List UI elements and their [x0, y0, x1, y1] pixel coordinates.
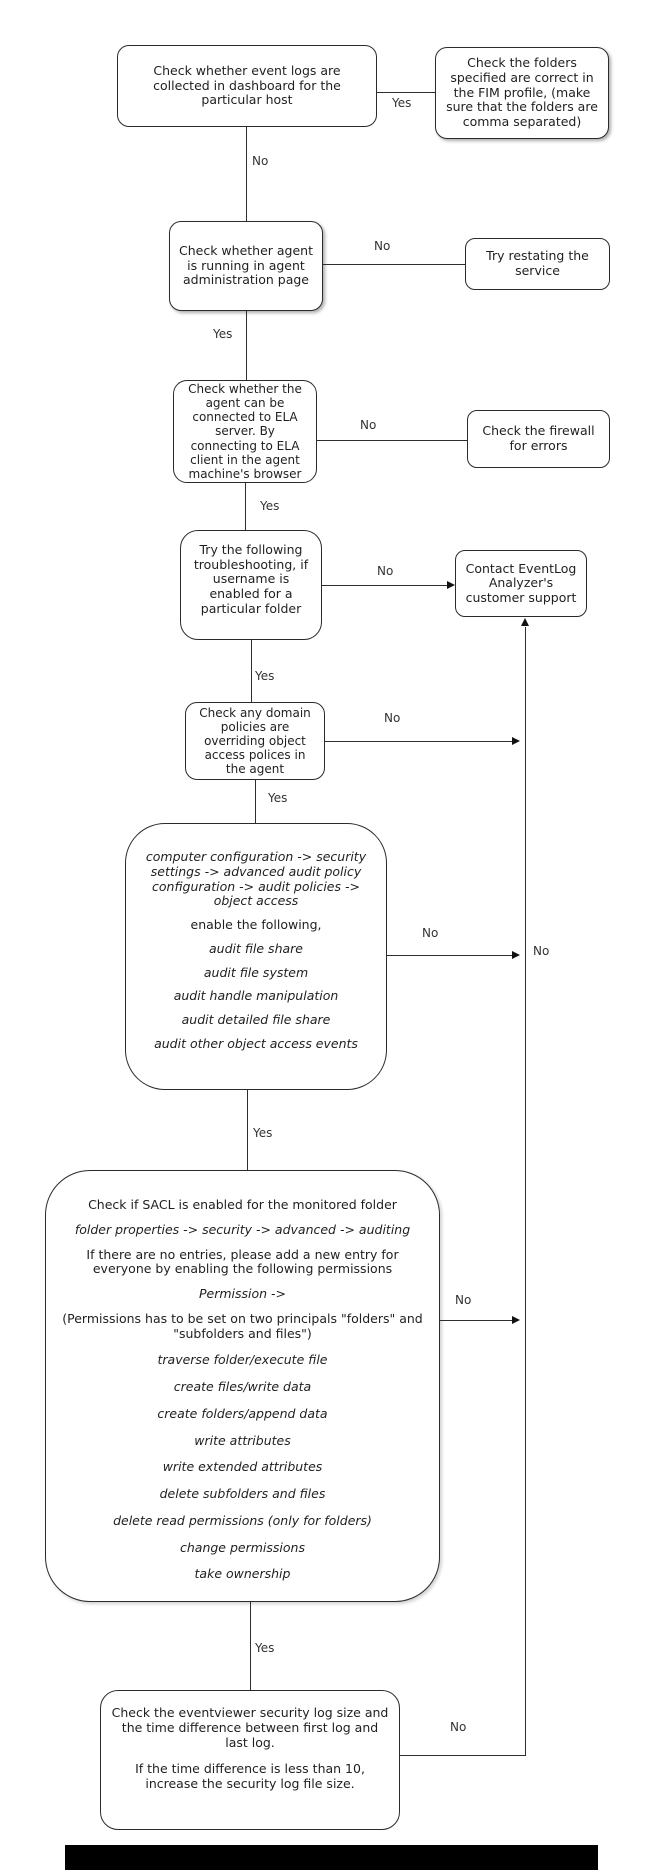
node-line: enable the following,	[190, 917, 322, 932]
flow-node-check-agent-running	[169, 221, 323, 311]
connector-domainpolicies-yes	[255, 780, 256, 823]
node-line: traverse folder/execute file	[157, 1352, 328, 1368]
edge-label-no: No	[252, 154, 269, 168]
connector-eventviewer-no	[400, 1755, 526, 1756]
connector-sacl-no	[440, 1320, 513, 1321]
node-text: Check the folders specified are correct in the FIM profile, (make sure that the folders are comma separated)	[446, 55, 598, 129]
flow-node-check-event-logs	[117, 45, 377, 127]
connector-domainpolicies-no	[325, 741, 513, 742]
arrowhead-right-icon	[512, 737, 520, 745]
node-line: If there are no entries, please add a new entry for everyone by enabling the following permissions	[86, 1246, 399, 1277]
node-line: audit file system	[203, 964, 309, 980]
node-line: delete subfolders and files	[159, 1486, 326, 1501]
node-line: audit handle manipulation	[173, 988, 339, 1004]
edge-label-no: No	[384, 711, 401, 725]
edge-label-yes: Yes	[392, 96, 412, 110]
node-text: Check whether the agent can be connected to ELA server. By connecting to ELA client in the agent machine's browser	[188, 382, 302, 481]
bottom-black-bar	[65, 1845, 598, 1870]
flow-node-check-fim-folders	[435, 47, 609, 139]
node-line: (Permissions has to be set on two principals "folders" and "subfolders and files")	[62, 1310, 423, 1341]
node-line: write attributes	[194, 1432, 291, 1448]
node-lines	[46, 1171, 439, 1582]
edge-label-yes: Yes	[255, 1641, 275, 1655]
node-line: delete read permissions (only for folders)	[113, 1512, 372, 1528]
edge-label-yes: Yes	[255, 669, 275, 683]
node-line: Check the eventviewer security log size and the time difference between first log and last log.	[111, 1705, 389, 1750]
node-line: If the time difference is less than 10, increase the security log file size.	[135, 1761, 365, 1791]
node-line: write extended attributes	[162, 1459, 323, 1475]
connector-sacl-yes	[250, 1602, 251, 1690]
connector-to-support-vertical	[525, 627, 526, 1756]
flow-node-restart-service	[465, 238, 610, 290]
flow-node-contact-support	[455, 550, 587, 617]
edge-label-no: No	[360, 418, 377, 432]
edge-label-yes: Yes	[260, 499, 280, 513]
edge-label-no: No	[377, 564, 394, 578]
node-text: Try the following troubleshooting, if username is enabled for a particular folder	[193, 542, 309, 616]
edge-label-yes: Yes	[268, 791, 288, 805]
arrowhead-right-icon	[512, 951, 520, 959]
edge-label-no: No	[450, 1720, 467, 1734]
node-text: Contact EventLog Analyzer's customer support	[465, 560, 577, 605]
node-line: computer configuration -> security settings -> advanced audit policy configuration -> audit policies -> object access	[145, 849, 367, 909]
connector-agentrunning-no	[323, 264, 465, 265]
flow-node-eventviewer	[100, 1690, 400, 1830]
edge-label-no: No	[455, 1293, 472, 1307]
flow-node-check-firewall	[467, 410, 610, 468]
node-line: folder properties -> security -> advanced -> auditing	[74, 1221, 411, 1237]
arrowhead-right-icon	[447, 581, 455, 589]
edge-label-no: No	[422, 926, 439, 940]
edge-label-no: No	[374, 239, 391, 253]
node-text: Check whether agent is running in agent administration page	[179, 243, 313, 288]
node-lines	[101, 1691, 399, 1792]
node-line: audit detailed file share	[181, 1012, 331, 1027]
connector-troubleshooting-no	[322, 585, 448, 586]
edge-label-yes: Yes	[213, 327, 233, 341]
connector-agentrunning-yes	[246, 311, 247, 380]
node-line: Permission ->	[198, 1286, 287, 1301]
flow-node-check-domain-policies	[185, 702, 325, 780]
node-line: change permissions	[180, 1539, 305, 1555]
flow-node-check-agent-ela	[173, 380, 317, 483]
connector-auditpolicy-no	[387, 955, 513, 956]
node-text: Try restating the service	[486, 248, 589, 278]
arrowhead-right-icon	[512, 1316, 520, 1324]
connector-troubleshooting-yes	[251, 640, 252, 702]
node-line: create files/write data	[173, 1379, 312, 1394]
flow-node-try-troubleshooting	[180, 530, 322, 640]
edge-label-yes: Yes	[253, 1126, 273, 1140]
node-text: Check whether event logs are collected in dashboard for the particular host	[153, 63, 341, 108]
flow-node-sacl	[45, 1170, 440, 1602]
node-line: audit other object access events	[154, 1035, 358, 1051]
edge-label-no: No	[533, 944, 550, 958]
node-line: take ownership	[194, 1566, 291, 1582]
node-line: create folders/append data	[157, 1405, 328, 1421]
node-line: audit file share	[208, 940, 303, 956]
node-text: Check the firewall for errors	[482, 423, 595, 453]
node-lines	[126, 824, 386, 1052]
connector-eventlogs-no	[246, 127, 247, 221]
connector-eventlogs-yes	[377, 92, 435, 93]
node-line: Check if SACL is enabled for the monitored folder	[88, 1197, 397, 1212]
connector-ela-no	[317, 440, 467, 441]
node-text: Check any domain policies are overriding object access polices in the agent	[199, 705, 311, 777]
connector-auditpolicy-yes	[247, 1090, 248, 1170]
flow-node-audit-policy	[125, 823, 387, 1090]
arrowhead-up-icon	[521, 618, 529, 626]
connector-ela-yes	[245, 483, 246, 530]
